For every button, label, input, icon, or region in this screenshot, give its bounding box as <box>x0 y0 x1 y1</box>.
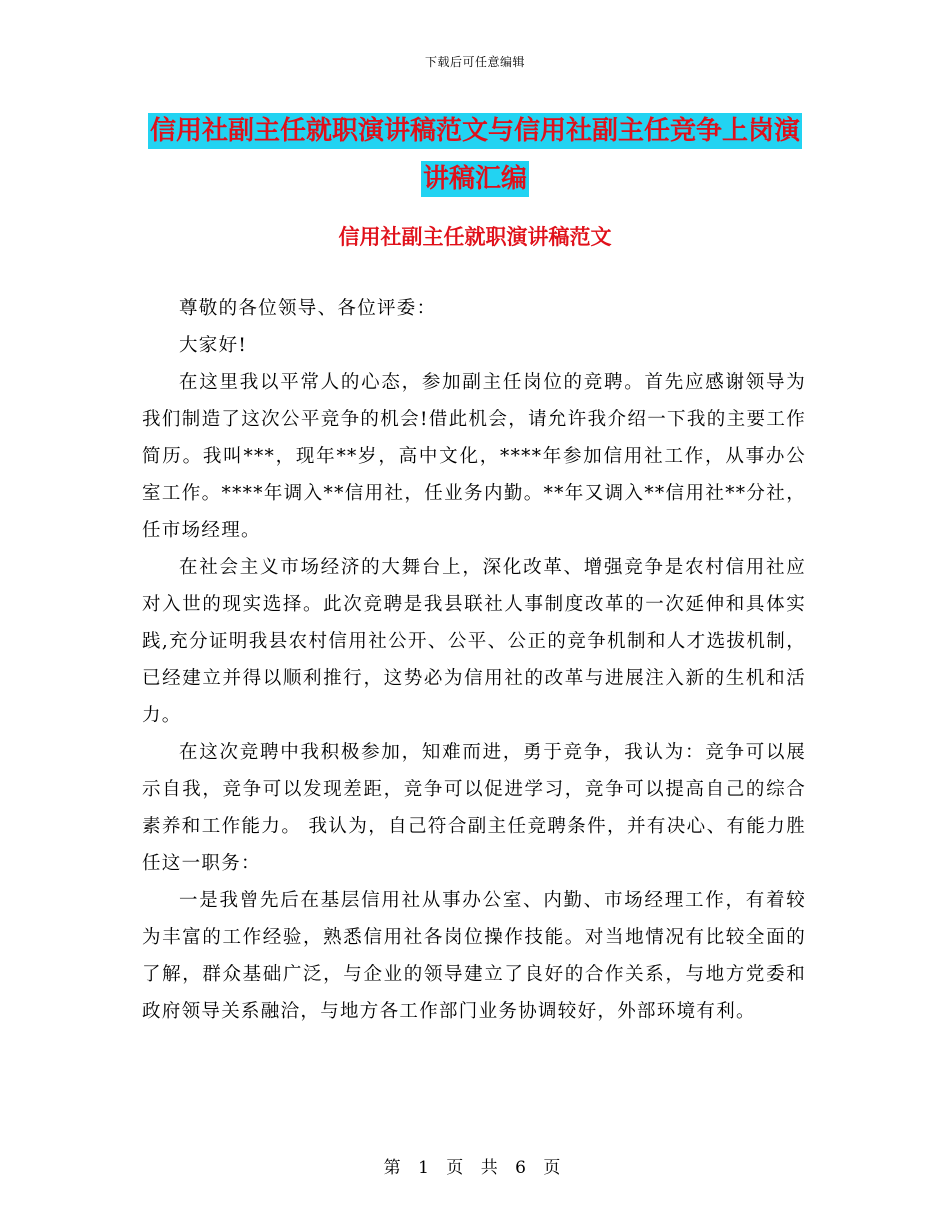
body-text <box>142 290 806 1030</box>
section-title: 信用社副主任就职演讲稿范文 <box>338 225 612 249</box>
page-footer: 第 1 页 共 6 页 <box>383 1158 567 1178</box>
paragraph-competition: 在这次竞聘中我积极参加，知难而进，勇于竞争，我认为：竞争可以展示自我，竞争可以发现差距，竞争可以促进学习，竞争可以提高自己的综合素养和工作能力。 我认为，自己符合副主任竞聘条件，并有决心、有能力胜任这一职务： <box>142 742 806 874</box>
header-note: 下载后可任意编辑 <box>424 55 525 69</box>
document-title-text: 信用社副主任就职演讲稿范文与信用社副主任竞争上岗演讲稿汇编 <box>148 113 802 197</box>
paragraph-intro: 在这里我以平常人的心态，参加副主任岗位的竞聘。首先应感谢领导为我们制造了这次公平竞争的机会!借此机会，请允许我介绍一下我的主要工作简历。我叫***，现年**岁，高中文化，****年参加信用社工作，从事办公室工作。****年调入**信用社，任业务内勤。**年又调入**信用社**分社，任市场经理。 <box>142 372 806 541</box>
paragraph-reform: 在社会主义市场经济的大舞台上，深化改革、增强竞争是农村信用社应对入世的现实选择。此次竞聘是我县联社人事制度改革的一次延伸和具体实践,充分证明我县农村信用社公开、公平、公正的竞争机制和人才选拔机制，已经建立并得以顺利推行，这势必为信用社的改革与进展注入新的生机和活力。 <box>142 557 806 726</box>
document-title <box>140 107 810 203</box>
paragraph-greeting: 大家好! <box>179 335 248 356</box>
paragraph-salutation: 尊敬的各位领导、各位评委： <box>179 298 437 319</box>
paragraph-experience: 一是我曾先后在基层信用社从事办公室、内勤、市场经理工作，有着较为丰富的工作经验，熟悉信用社各岗位操作技能。对当地情况有比较全面的了解，群众基础广泛，与企业的领导建立了良好的合作关系，与地方党委和政府领导关系融洽，与地方各工作部门业务协调较好，外部环境有利。 <box>142 890 806 1022</box>
